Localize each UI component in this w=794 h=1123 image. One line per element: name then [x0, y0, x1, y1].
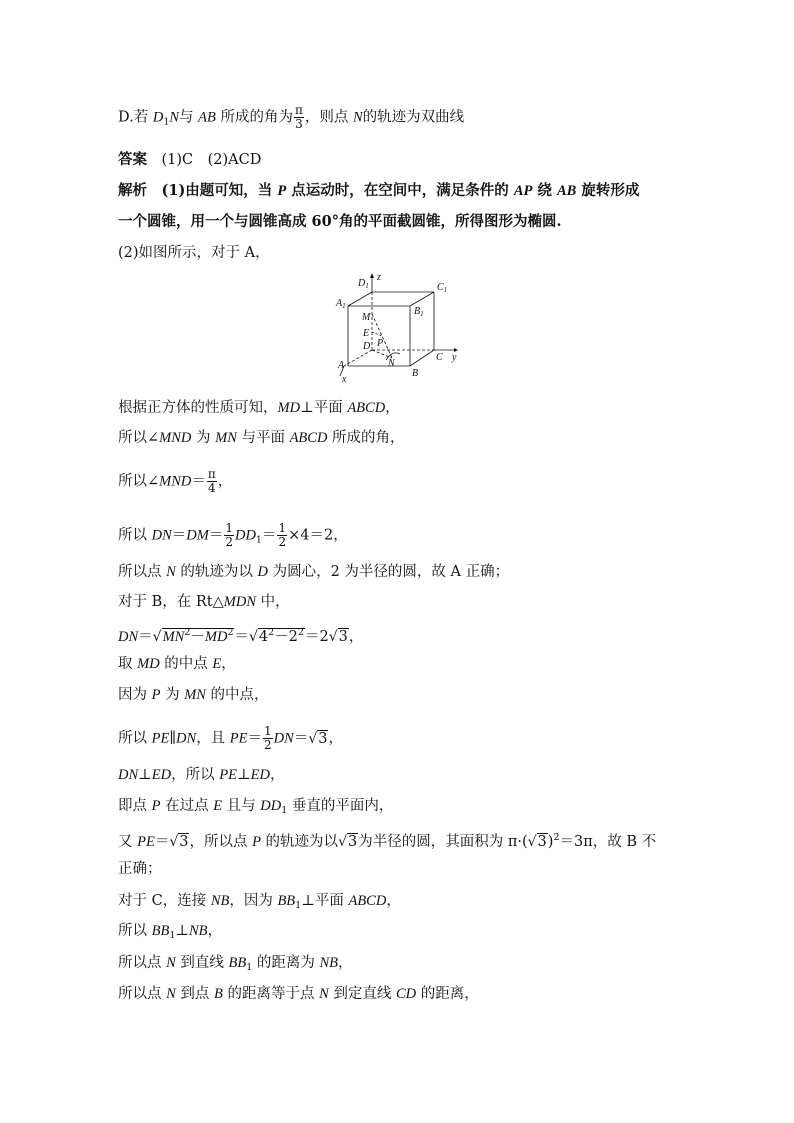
text: √: [527, 834, 537, 850]
text: √: [248, 629, 258, 645]
label-z: z: [377, 272, 381, 283]
var: MN: [215, 430, 237, 446]
var: ED: [250, 767, 270, 783]
text: 所以: [118, 527, 152, 544]
text: √: [328, 629, 338, 645]
text: 取: [118, 656, 138, 672]
var: DD: [260, 798, 282, 814]
text: 所以∠: [118, 430, 160, 446]
var: N: [169, 109, 180, 126]
text: ＝: [293, 730, 309, 747]
text: 3: [537, 834, 547, 850]
fraction: [224, 522, 234, 549]
sqrt: [329, 627, 349, 647]
text: [258, 628, 305, 645]
text: －2: [274, 629, 298, 645]
line-4: [118, 522, 348, 551]
sqrt: [528, 832, 548, 852]
text: 到定直线: [328, 986, 396, 1002]
var: CD: [395, 986, 417, 1002]
text: √: [152, 629, 162, 645]
var: N: [166, 564, 176, 580]
subscript: 1: [281, 805, 288, 816]
var: DD: [234, 527, 256, 544]
var: MN: [184, 687, 206, 703]
label-e: E: [363, 328, 370, 339]
text: 到直线: [175, 955, 229, 971]
text: ，: [221, 656, 236, 672]
text: ，且: [196, 730, 230, 747]
text: ⊥: [175, 923, 190, 939]
text: 的轨迹为以: [175, 564, 258, 580]
text: 1: [264, 724, 272, 738]
var: DN: [176, 730, 197, 747]
sqrt: [169, 832, 189, 852]
sqrt: [249, 623, 305, 647]
var: E: [212, 656, 222, 672]
var: PE: [151, 730, 170, 747]
sqrt: [308, 729, 328, 749]
text: 绕: [532, 182, 557, 199]
edge-d1a1: [348, 292, 372, 306]
text: 与平面: [236, 430, 290, 446]
edge-c1b1: [410, 292, 434, 306]
text: √: [308, 730, 318, 747]
text: 为: [160, 687, 185, 703]
label-a1: $A_1$: [336, 298, 346, 310]
var: BB: [151, 923, 170, 939]
text: ×4＝2，: [288, 527, 348, 544]
text: 即点: [118, 798, 152, 814]
subscript: 1: [169, 930, 176, 941]
var: DN: [151, 527, 172, 544]
var: ABCD: [348, 893, 387, 909]
text: 的距离，: [416, 986, 479, 1002]
text: 在过点: [160, 798, 214, 814]
answer-line: [118, 150, 261, 170]
text: 所成的角为: [215, 109, 293, 126]
numerator: π: [294, 103, 303, 117]
var: AP: [513, 183, 533, 199]
text: 因为: [118, 687, 152, 703]
fraction: [294, 104, 304, 131]
text: 与: [179, 109, 199, 126]
text: ，: [386, 893, 401, 909]
text: 所成的角，: [327, 430, 405, 446]
text: 为: [191, 430, 216, 446]
text: 且与: [222, 798, 261, 814]
fraction: [263, 725, 273, 752]
text: 2: [225, 535, 233, 549]
text: ，: [217, 473, 233, 490]
var: MND: [159, 430, 192, 446]
label-y: y: [452, 352, 457, 363]
text: √: [169, 834, 179, 850]
text: ，: [338, 955, 353, 971]
fraction: [277, 522, 287, 549]
subscript: 1: [246, 962, 253, 973]
line-18: [118, 984, 479, 1004]
line-9: [118, 685, 269, 705]
line-7: [118, 623, 363, 647]
subscript: 1: [163, 116, 170, 128]
text: 正确；: [118, 861, 162, 877]
text: 1: [225, 521, 233, 535]
var: DM: [186, 527, 209, 544]
var: P: [151, 798, 161, 814]
line-15: [118, 891, 401, 916]
text: 对于 B，在 Rt△: [118, 594, 224, 610]
text: 的轨迹为双曲线: [362, 109, 465, 126]
answer-label: 答案: [118, 151, 147, 168]
var: N: [319, 986, 329, 1002]
var: MN: [162, 629, 185, 645]
text: 的中点: [159, 656, 213, 672]
text: 3: [179, 834, 189, 850]
var: PE: [137, 834, 155, 850]
text: 4: [258, 629, 269, 645]
text: ⊥: [236, 767, 251, 783]
var: MND: [159, 473, 192, 490]
line-12: [118, 796, 393, 821]
line-3: [118, 468, 232, 495]
var: D: [257, 564, 268, 580]
var: NB: [189, 923, 208, 939]
superscript: 2: [184, 627, 191, 638]
text: 4: [208, 481, 216, 495]
text: ＝: [261, 527, 277, 544]
text: 2: [278, 535, 287, 549]
label-p: P: [377, 338, 384, 349]
text: ＝2: [304, 629, 329, 645]
label-c: C: [436, 352, 443, 363]
line-2: [118, 428, 405, 448]
label-x: x: [342, 374, 347, 385]
line-5: [118, 562, 509, 582]
text: 对于 C，连接: [118, 893, 211, 909]
sqrt: [338, 832, 358, 852]
text: 所以: [118, 730, 152, 747]
text: (2)如图所示，对于 A，: [118, 245, 270, 261]
var: DN: [118, 629, 139, 645]
text: ，: [207, 923, 223, 939]
var: N: [166, 986, 176, 1002]
analysis-label: 解析: [118, 182, 147, 199]
axis-z-arrow: [370, 273, 374, 278]
text: ，: [385, 400, 400, 416]
text: ，则点: [304, 109, 353, 126]
line-6: [118, 592, 290, 612]
text: [162, 628, 235, 645]
var: NB: [210, 893, 230, 909]
superscript: 2: [268, 627, 275, 638]
superscript: 2: [553, 832, 560, 843]
text: 所以: [118, 923, 152, 939]
var: DN: [118, 767, 139, 783]
text: ，所以点: [189, 834, 253, 850]
text: 所以点: [118, 955, 167, 971]
text: 所以点: [118, 986, 167, 1002]
answer-text: (1)C (2)ACD: [161, 152, 262, 168]
var: BB: [228, 955, 247, 971]
text: 中，: [256, 594, 290, 610]
var: P: [277, 183, 287, 199]
line-13: [118, 828, 656, 852]
var: N: [352, 109, 363, 126]
text: 根据正方体的性质可知，: [118, 400, 278, 416]
label-b: B: [412, 368, 419, 379]
text: 的距离等于点: [222, 986, 320, 1002]
var: E: [213, 798, 223, 814]
fraction: [207, 468, 217, 495]
line-10: [118, 725, 343, 752]
text: ，: [328, 730, 343, 747]
text: ＝: [191, 473, 206, 490]
text: ＝3π，故 B 不: [559, 834, 657, 850]
text: ，: [269, 767, 285, 783]
text: ＝: [138, 629, 153, 645]
var: MDN: [223, 594, 257, 610]
text: 3: [338, 629, 348, 645]
text: ，因为: [229, 893, 278, 909]
var: AB: [198, 109, 216, 126]
text: ＝: [247, 730, 263, 747]
text: 所以∠: [118, 473, 160, 490]
text: 又: [118, 834, 138, 850]
var: ABCD: [347, 400, 386, 416]
text: ⊥平面: [300, 400, 348, 416]
var: ED: [151, 767, 172, 783]
var: MD: [204, 629, 228, 645]
text: 3: [318, 730, 328, 747]
label-m: M: [362, 312, 371, 323]
text: π: [207, 467, 216, 481]
subscript: 1: [255, 534, 262, 546]
var: P: [151, 687, 161, 703]
text: 1: [278, 521, 287, 535]
var: MD: [137, 656, 160, 672]
subscript: 1: [295, 900, 302, 911]
var: ABCD: [289, 430, 328, 446]
line-1: [118, 398, 400, 418]
text: 3: [347, 834, 358, 850]
text: ，所以: [171, 767, 220, 783]
part2-line: [118, 243, 270, 263]
text: 旋转形成: [576, 182, 640, 199]
text: ＝: [171, 527, 187, 544]
text: ＝: [234, 629, 249, 645]
sqrt: [153, 623, 235, 647]
text: ∥: [169, 730, 177, 747]
var: MD: [277, 400, 301, 416]
edge-bc: [410, 350, 434, 366]
var: PE: [229, 730, 248, 747]
var: NB: [319, 955, 339, 971]
text: 的轨迹为以: [260, 834, 339, 850]
text: √: [338, 834, 347, 850]
text: 所以点: [118, 564, 167, 580]
analysis-line-2: [118, 212, 562, 232]
denominator: 3: [295, 117, 303, 131]
line-16: [118, 921, 222, 946]
line-14: [118, 859, 162, 879]
text: (1)由题可知，当: [161, 182, 278, 199]
text: 点运动时，在空间中，满足条件的: [286, 182, 514, 199]
var: D: [152, 109, 164, 126]
var: BB: [277, 893, 296, 909]
text: 2: [264, 738, 272, 752]
label-d: D: [363, 341, 371, 352]
option-d: [118, 104, 464, 133]
text: 的中点，: [205, 687, 269, 703]
var: B: [214, 986, 223, 1002]
text: D.若: [118, 109, 153, 126]
analysis-line-1: [118, 181, 639, 201]
text: 垂直的平面内，: [287, 798, 394, 814]
text: －: [190, 629, 205, 645]
text: ⊥: [138, 767, 152, 783]
label-c1: $C_1$: [437, 282, 448, 294]
label-d1: $D_1$: [358, 278, 369, 290]
text: ⊥平面: [301, 893, 349, 909]
label-a: A: [338, 360, 345, 371]
label-n: N: [388, 358, 395, 369]
var: PE: [219, 767, 237, 783]
text: 一个圆锥，用一个与圆锥高成 60°角的平面截圆锥，所得图形为椭圆.: [118, 213, 562, 230]
text: 为半径的圆，其面积为 π·(: [358, 834, 528, 850]
var: DN: [273, 730, 294, 747]
text: 的距离为: [252, 955, 320, 971]
superscript: 2: [227, 627, 234, 638]
cube-figure: [334, 270, 464, 385]
text: ＝: [154, 834, 170, 850]
text: ，: [348, 629, 364, 645]
text: ): [547, 834, 554, 850]
var: AB: [556, 183, 577, 199]
line-8: [118, 654, 236, 674]
line-17: [118, 953, 353, 978]
text: 为圆心，2 为半径的圆，故 A 正确；: [267, 564, 510, 580]
label-b1: $B_1$: [414, 306, 424, 318]
line-11: [118, 765, 284, 785]
text: 到点: [175, 986, 214, 1002]
text: ＝: [208, 527, 224, 544]
superscript: 2: [297, 627, 304, 638]
var: N: [166, 955, 176, 971]
var: P: [252, 834, 261, 850]
